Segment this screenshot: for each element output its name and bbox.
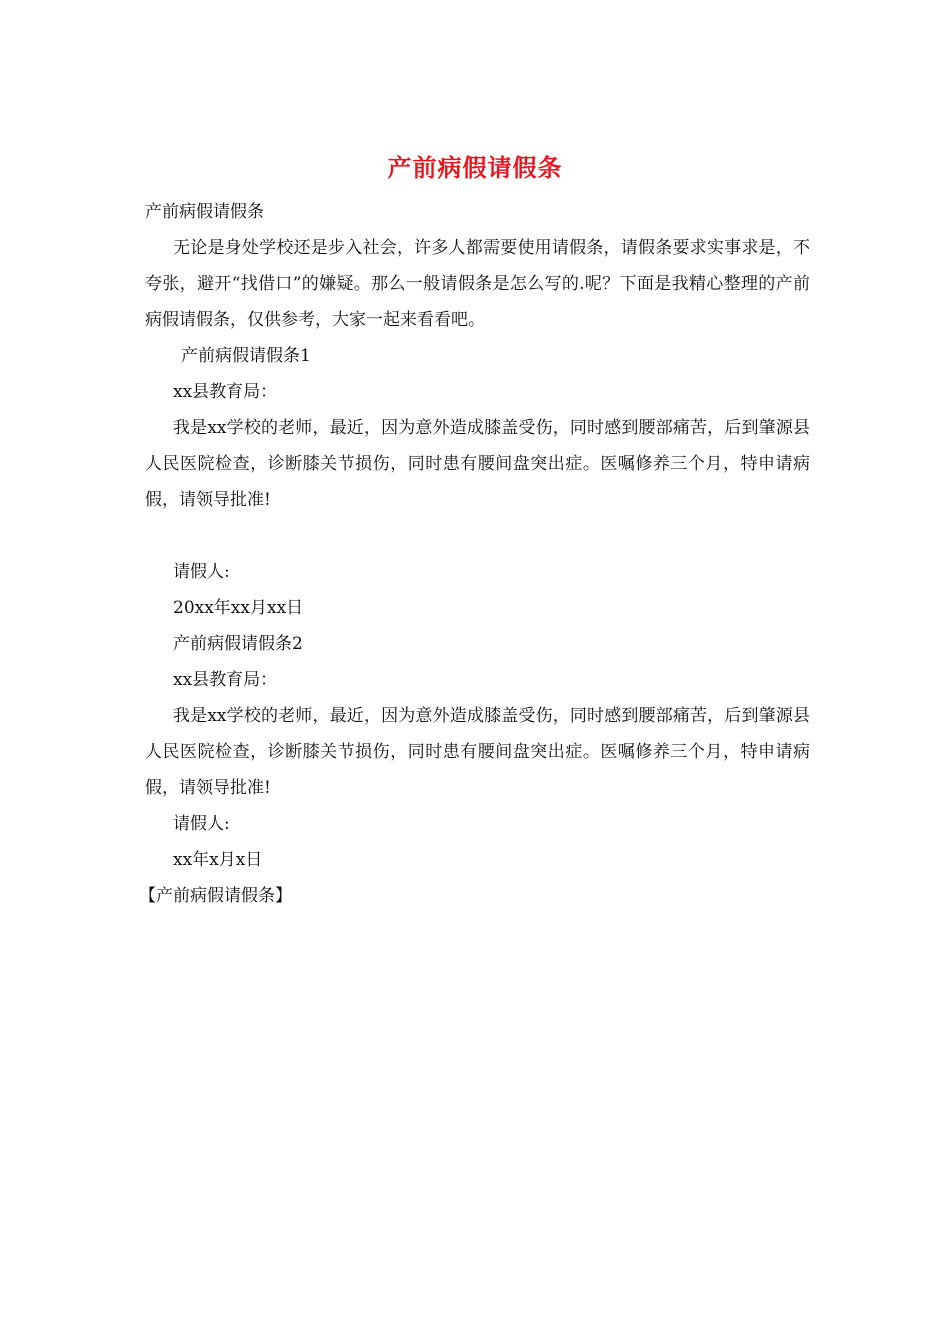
intro-paragraph: 无论是身处学校还是步入社会，许多人都需要使用请假条，请假条要求实事求是，不夸张，避开“找借口”的嫌疑。那么一般请假条是怎么写的.呢？下面是我精心整理的产前病假请假条，仅供参考，大家一起来看看吧。 <box>145 238 810 330</box>
sample-2-body: 我是xx学校的老师，最近，因为意外造成膝盖受伤，同时感到腰部痛苦，后到肇源县人民医院检查，诊断膝关节损伤，同时患有腰间盘突出症。医嘱修养三个月，特申请病假，请领导批准! <box>145 706 810 798</box>
document-body <box>139 194 810 914</box>
sample-1-body: 我是xx学校的老师，最近，因为意外造成膝盖受伤，同时感到腰部痛苦，后到肇源县人民医院检查，诊断膝关节损伤，同时患有腰间盘突出症。医嘱修养三个月，特申请病假，请领导批准! <box>145 418 810 510</box>
sample-1-heading: 产前病假请假条1 <box>181 346 311 366</box>
document-title: 产前病假请假条 <box>387 153 563 182</box>
sample-1-signer: 请假人: <box>173 562 230 582</box>
blank-line <box>145 518 810 554</box>
footer-tag: 【产前病假请假条】 <box>139 886 292 906</box>
sample-1-date: 20xx年xx月xx日 <box>173 598 304 618</box>
sample-2-recipient: xx县教育局： <box>173 670 278 690</box>
sample-2-date: xx年x月x日 <box>173 850 263 870</box>
sample-2-signer: 请假人: <box>173 814 230 834</box>
sample-1-recipient: xx县教育局： <box>173 382 278 402</box>
document-subtitle: 产前病假请假条 <box>145 202 264 222</box>
sample-2-heading: 产前病假请假条2 <box>173 634 303 654</box>
